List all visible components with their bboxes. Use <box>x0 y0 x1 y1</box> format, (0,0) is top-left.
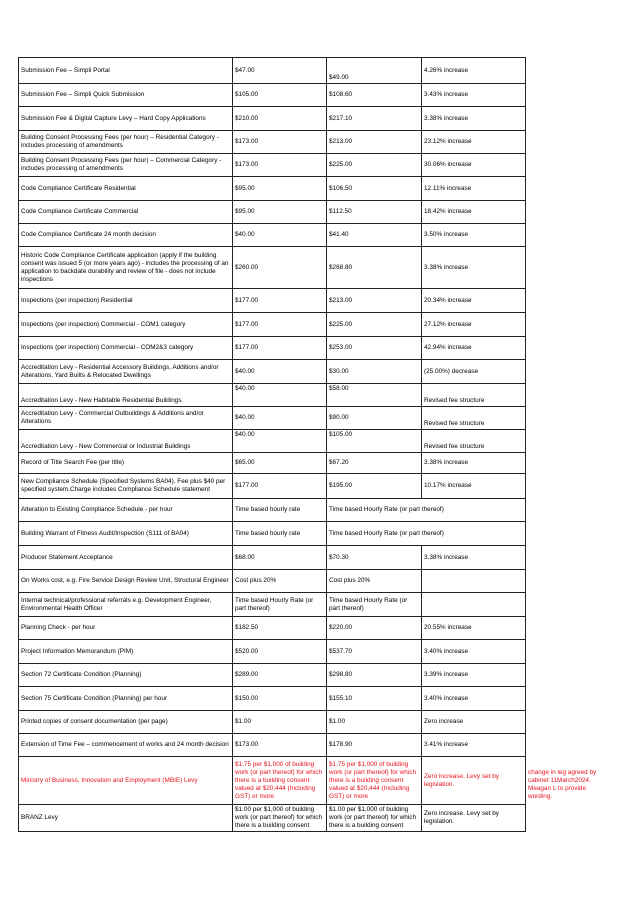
fee-item-cell: Submission Fee & Digital Capture Levy – Hard Copy Applications <box>19 107 233 131</box>
proposed-fee-cell: $58.00 <box>327 384 422 407</box>
fee-item-cell: Internal technical/professional referrals e.g. Development Engineer, Environmental Health Officer <box>19 593 233 617</box>
current-fee-cell: $95.00 <box>233 201 327 224</box>
fee-item-cell: Historic Code Compliance Certificate application (apply if the building consent was issued 5 (or more years ago) - includes the processing of an application to backdate durability and review of file - does not include inspections <box>19 247 233 289</box>
fee-item-cell: Project Information Memorandum (PIM) <box>19 640 233 664</box>
fee-item-cell: Code Compliance Certificate Commercial <box>19 201 233 224</box>
proposed-fee-cell: $225.00 <box>327 313 422 337</box>
table-row <box>19 664 526 687</box>
table-row <box>19 407 526 430</box>
fee-item-cell: Code Compliance Certificate 24 month decision <box>19 224 233 247</box>
change-cell <box>422 593 526 617</box>
change-cell: 3.38% increase <box>422 453 526 474</box>
table-row <box>19 360 526 384</box>
current-fee-cell: $177.00 <box>233 474 327 499</box>
table-row <box>19 154 526 177</box>
table-row <box>19 734 526 757</box>
proposed-fee-cell: $155.10 <box>327 687 422 711</box>
current-fee-cell: $40.00 <box>233 407 327 430</box>
change-cell: Revised fee structure <box>422 384 526 407</box>
current-fee-cell: $520.00 <box>233 640 327 664</box>
proposed-fee-cell: Time based Hourly Rate (or part thereof) <box>327 593 422 617</box>
fee-item-cell: Section 75 Certificate Condition (Planning) per hour <box>19 687 233 711</box>
fee-item-cell: Building Warrant of Fitness Audit/Inspection (S111 of BA04) <box>19 522 233 546</box>
table-row <box>19 289 526 313</box>
fee-item-cell: BRANZ Levy <box>19 805 233 832</box>
proposed-fee-cell: $108.60 <box>327 84 422 107</box>
change-cell: 3.40% increase <box>422 640 526 664</box>
table-row <box>19 430 526 453</box>
change-cell: 42.94% increase <box>422 337 526 360</box>
proposed-fee-cell: $253.00 <box>327 337 422 360</box>
change-cell: 27.12% increase <box>422 313 526 337</box>
fee-item-cell: Ministry of Business, Innovation and Employment (MBIE) Levy <box>19 757 233 805</box>
change-cell: 18.42% increase <box>422 201 526 224</box>
current-fee-cell: $65.00 <box>233 453 327 474</box>
fee-schedule-table <box>18 57 526 832</box>
fee-item-cell: Accreditation Levy - Commercial Outbuildings & Additions and/or Alterations <box>19 407 233 430</box>
table-row <box>19 84 526 107</box>
current-fee-cell: $289.00 <box>233 664 327 687</box>
proposed-fee-cell: $225.00 <box>327 154 422 177</box>
change-cell: 3.38% increase <box>422 247 526 289</box>
change-cell: (25.00%) decrease <box>422 360 526 384</box>
change-cell: 10.17% increase <box>422 474 526 499</box>
change-cell: 3.38% increase <box>422 546 526 570</box>
table-row <box>19 522 526 546</box>
proposed-fee-cell: $49.00 <box>327 58 422 84</box>
change-cell: 20.55% increase <box>422 617 526 640</box>
proposed-fee-cell: $268.80 <box>327 247 422 289</box>
change-cell: Revised fee structure <box>422 407 526 430</box>
current-fee-cell: $40.00 <box>233 430 327 453</box>
change-cell: 23.12% increase <box>422 131 526 154</box>
current-fee-cell: $68.00 <box>233 546 327 570</box>
fee-item-cell: Record of Title Search Fee (per title) <box>19 453 233 474</box>
table-row <box>19 313 526 337</box>
table-row <box>19 593 526 617</box>
proposed-fee-cell: Time based Hourly Rate (or part thereof) <box>327 499 526 522</box>
proposed-fee-cell: $112.50 <box>327 201 422 224</box>
fee-item-cell: On Works cost, e.g. Fire Service Design Review Unit, Structural Engineer <box>19 570 233 593</box>
current-fee-cell: $95.00 <box>233 177 327 201</box>
change-cell: Zero increase. Levy set by legislation. <box>422 757 526 805</box>
proposed-fee-cell: $298.80 <box>327 664 422 687</box>
table-row <box>19 499 526 522</box>
table-row <box>19 201 526 224</box>
proposed-fee-cell: $220.00 <box>327 617 422 640</box>
proposed-fee-cell: $105.00 <box>327 430 422 453</box>
proposed-fee-cell: $213.00 <box>327 289 422 313</box>
current-fee-cell: $40.00 <box>233 224 327 247</box>
fee-item-cell: Accreditation Levy - New Commercial or Industrial Buildings <box>19 430 233 453</box>
fee-item-cell: Producer Statement Acceptance <box>19 546 233 570</box>
table-row <box>19 617 526 640</box>
proposed-fee-cell: $30.00 <box>327 360 422 384</box>
fee-item-cell: New Compliance Schedule (Specified Systems BA04). Fee plus $40 per specified system.Charge includes Compliance Schedule statement <box>19 474 233 499</box>
current-fee-cell: $260.00 <box>233 247 327 289</box>
table-row <box>19 570 526 593</box>
fee-item-cell: Submission Fee – Simpli Portal <box>19 58 233 84</box>
change-cell: Revised fee structure <box>422 430 526 453</box>
change-cell: Zero increase <box>422 711 526 734</box>
table-row <box>19 177 526 201</box>
table-row <box>19 337 526 360</box>
proposed-fee-cell: $70.30 <box>327 546 422 570</box>
table-row <box>19 384 526 407</box>
current-fee-cell: $1.00 <box>233 711 327 734</box>
fee-item-cell: Inspections (per inspection) Commercial - COM1 category <box>19 313 233 337</box>
current-fee-cell: Time based Hourly Rate (or part thereof) <box>233 593 327 617</box>
fee-item-cell: Printed copies of consent documentation (per page) <box>19 711 233 734</box>
fee-item-cell: Extension of Time Fee – commencement of works and 24 month decision <box>19 734 233 757</box>
table-row <box>19 474 526 499</box>
current-fee-cell: $177.00 <box>233 337 327 360</box>
change-cell: 4.26% increase <box>422 58 526 84</box>
proposed-fee-cell: $106.50 <box>327 177 422 201</box>
proposed-fee-cell: $213.00 <box>327 131 422 154</box>
fee-item-cell: Code Compliance Certificate Residential <box>19 177 233 201</box>
table-row <box>19 687 526 711</box>
table-row <box>19 453 526 474</box>
current-fee-cell: $177.00 <box>233 289 327 313</box>
table-row <box>19 58 526 84</box>
table-row-mbie-levy <box>19 757 526 805</box>
proposed-fee-cell: $90.00 <box>327 407 422 430</box>
change-cell: 3.38% increase <box>422 107 526 131</box>
proposed-fee-cell: $1.00 per $1,000 of building work (or part thereof) for which there is a building consent <box>327 805 422 832</box>
change-cell: 3.50% increase <box>422 224 526 247</box>
change-cell: Zero increase. Levy set by legislation. <box>422 805 526 832</box>
current-fee-cell: $173.00 <box>233 131 327 154</box>
current-fee-cell: $177.00 <box>233 313 327 337</box>
proposed-fee-cell: Cost plus 20% <box>327 570 422 593</box>
current-fee-cell: $105.00 <box>233 84 327 107</box>
current-fee-cell: $47.00 <box>233 58 327 84</box>
table-row <box>19 247 526 289</box>
change-cell: 3.43% increase <box>422 84 526 107</box>
proposed-fee-cell: $67.20 <box>327 453 422 474</box>
fee-item-cell: Building Consent Processing Fees (per hour) – Residential Category - includes processing of amendments <box>19 131 233 154</box>
proposed-fee-cell: $537.70 <box>327 640 422 664</box>
fee-item-cell: Building Consent Processing Fees (per hour) – Commercial Category - includes processing of amendments <box>19 154 233 177</box>
change-cell: 3.40% increase <box>422 687 526 711</box>
current-fee-cell: $150.00 <box>233 687 327 711</box>
current-fee-cell: Cost plus 20% <box>233 570 327 593</box>
proposed-fee-cell: Time based Hourly Rate (or part thereof) <box>327 522 526 546</box>
fee-item-cell: Section 72 Certificate Condition (Planning) <box>19 664 233 687</box>
proposed-fee-cell: $178.90 <box>327 734 422 757</box>
current-fee-cell: $1.00 per $1,000 of building work (or part thereof) for which there is a building consent <box>233 805 327 832</box>
fee-item-cell: Inspections (per inspection) Residential <box>19 289 233 313</box>
change-cell: 3.41% increase <box>422 734 526 757</box>
margin-comment: change in leg agreed by cabinet 11March2024. Meagan L to provide wording. <box>528 769 597 800</box>
current-fee-cell: Time based hourly rate <box>233 522 327 546</box>
change-cell: 20.34% increase <box>422 289 526 313</box>
table-row <box>19 805 526 832</box>
current-fee-cell: $40.00 <box>233 384 327 407</box>
fee-item-cell: Accreditation Levy - Residential Accessory Buildings, Additions and/or Alterations, Yard Builts & Relocated Dwellings <box>19 360 233 384</box>
proposed-fee-cell: $217.10 <box>327 107 422 131</box>
current-fee-cell: $173.00 <box>233 734 327 757</box>
fee-item-cell: Alteration to Existing Compliance Schedule - per hour <box>19 499 233 522</box>
fee-item-cell: Accreditation Levy - New Habitable Residential Buildings <box>19 384 233 407</box>
proposed-fee-cell: $41.40 <box>327 224 422 247</box>
table-row <box>19 546 526 570</box>
change-cell: 3.39% increase <box>422 664 526 687</box>
fee-item-cell: Inspections (per inspection) Commercial - COM2&3 category <box>19 337 233 360</box>
table-row <box>19 224 526 247</box>
current-fee-cell: $210.00 <box>233 107 327 131</box>
change-cell: 12.11% increase <box>422 177 526 201</box>
fee-item-cell: Planning Check - per hour <box>19 617 233 640</box>
table-row <box>19 640 526 664</box>
proposed-fee-cell: $1.75 per $1,000 of building work (or part thereof) for which there is a building consent valued at $20,444 (Including GST) or more <box>327 757 422 805</box>
current-fee-cell: $1.75 per $1,000 of building work (or part thereof) for which there is a building consent valued at $20,444 (Including GST) or more <box>233 757 327 805</box>
change-cell: 30.06% increase <box>422 154 526 177</box>
table-row <box>19 107 526 131</box>
current-fee-cell: $182.50 <box>233 617 327 640</box>
current-fee-cell: $40.00 <box>233 360 327 384</box>
fee-item-cell: Submission Fee – Simpli Quick Submission <box>19 84 233 107</box>
table-row <box>19 711 526 734</box>
current-fee-cell: $173.00 <box>233 154 327 177</box>
proposed-fee-cell: $1.00 <box>327 711 422 734</box>
proposed-fee-cell: $195.00 <box>327 474 422 499</box>
current-fee-cell: Time based hourly rate <box>233 499 327 522</box>
change-cell <box>422 570 526 593</box>
table-row <box>19 131 526 154</box>
